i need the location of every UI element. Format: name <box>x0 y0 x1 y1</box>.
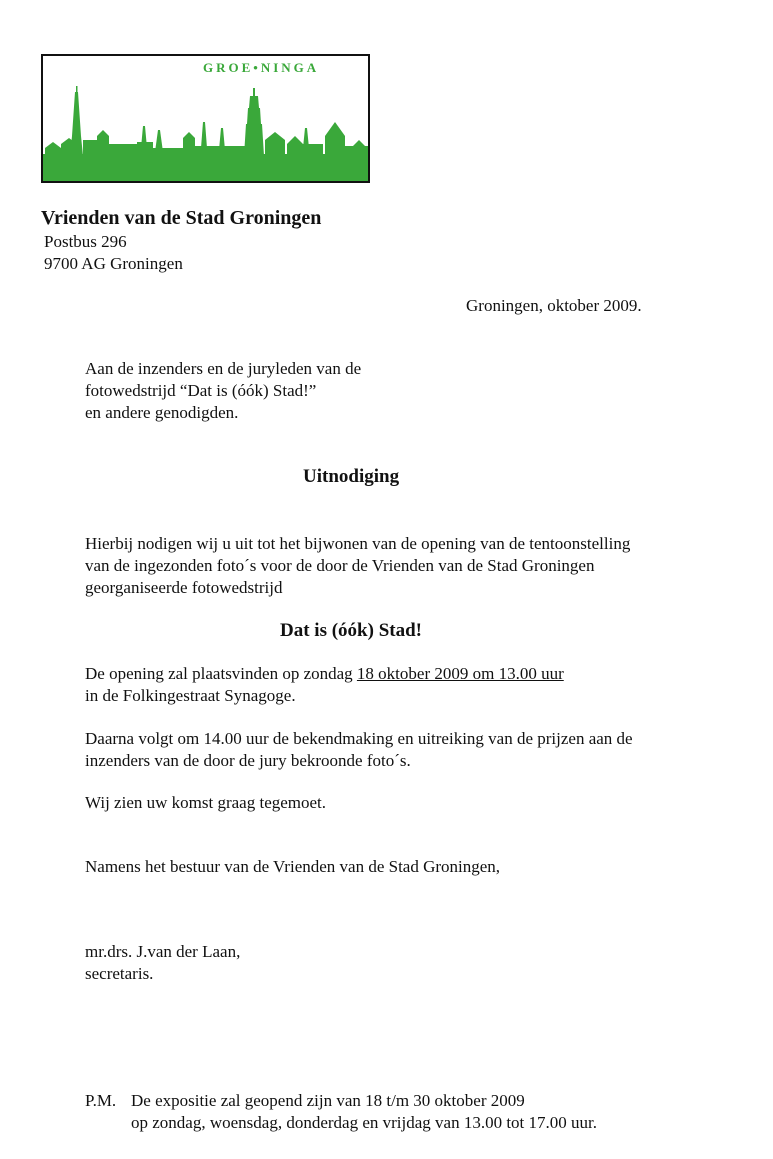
logo <box>41 54 370 183</box>
recipients-line3: en andere genodigden. <box>85 403 239 422</box>
intro-line1: Hierbij nodigen wij u uit tot het bijwonen van de opening van de tentoonstelling <box>85 534 631 553</box>
intro-line3: georganiseerde fotowedstrijd <box>85 578 283 597</box>
pm-line2: op zondag, woensdag, donderdag en vrijdag van 13.00 tot 17.00 uur. <box>131 1113 597 1132</box>
closing-line: Wij zien uw komst graag tegemoet. <box>85 793 327 812</box>
recipients-line2: fotowedstrijd “Dat is (óók) Stad!” <box>85 381 317 400</box>
opening-prefix: De opening zal plaatsvinden op zondag <box>85 664 357 683</box>
intro-line2: van de ingezonden foto´s voor de door de Vrienden van de Stad Groningen <box>85 556 595 575</box>
logo-wordmark: GROE•NINGA <box>203 60 320 75</box>
opening-line2: in de Folkingestraat Synagoge. <box>85 686 296 705</box>
regards-line: Namens het bestuur van de Vrienden van de Stad Groningen, <box>85 857 501 876</box>
sender-address-line1: Postbus 296 <box>44 232 127 251</box>
pm-label: P.M. <box>85 1091 117 1110</box>
signatory-role: secretaris. <box>85 964 154 983</box>
sender-address-line2: 9700 AG Groningen <box>44 254 183 273</box>
letter-title: Uitnodiging <box>303 466 400 487</box>
signatory-name: mr.drs. J.van der Laan, <box>85 942 241 961</box>
recipients-line1: Aan de inzenders en de juryleden van de <box>85 359 362 378</box>
sender-name: Vrienden van de Stad Groningen <box>41 207 322 229</box>
opening-line1 <box>85 663 564 685</box>
prizes-line2: inzenders van de door de jury bekroonde foto´s. <box>85 751 411 770</box>
prizes-line1: Daarna volgt om 14.00 uur de bekendmaking en uitreiking van de prijzen aan de <box>85 729 633 748</box>
pm-line1: De expositie zal geopend zijn van 18 t/m 30 oktober 2009 <box>131 1091 525 1110</box>
event-title: Dat is (óók) Stad! <box>280 620 422 641</box>
opening-datetime: 18 oktober 2009 om 13.00 uur <box>356 664 564 683</box>
date-line: Groningen, oktober 2009. <box>466 296 642 315</box>
